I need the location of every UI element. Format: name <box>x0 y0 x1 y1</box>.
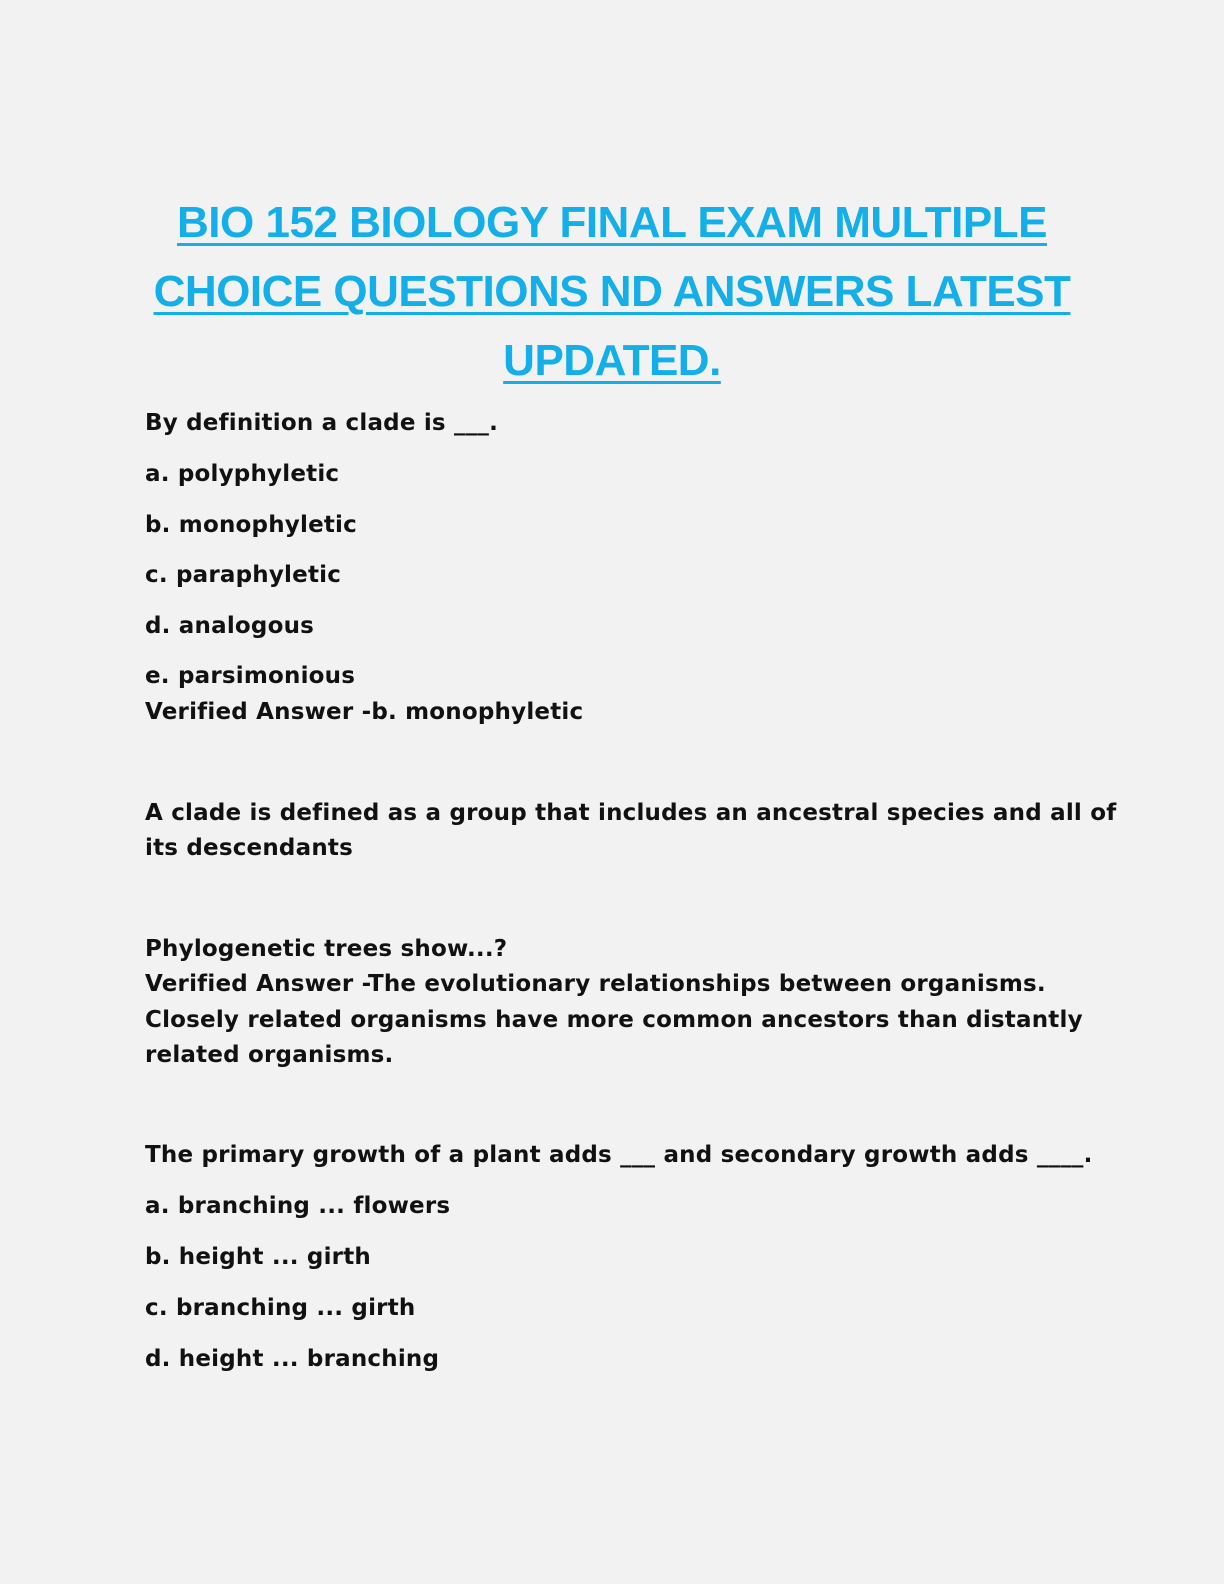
question-1-text: By definition a clade is ___. <box>145 410 499 436</box>
question-1-explanation-line-2: its descendants <box>145 835 353 861</box>
question-1-answer: Verified Answer -b. monophyletic <box>145 699 584 725</box>
question-3-option-a: a. branching ... flowers <box>145 1193 451 1219</box>
question-1-option-b: b. monophyletic <box>145 512 357 538</box>
question-1-explanation-line-1: A clade is defined as a group that includes an ancestral species and all of <box>145 800 1117 826</box>
question-1-option-d: d. analogous <box>145 613 315 639</box>
question-3-option-c: c. branching ... girth <box>145 1295 416 1321</box>
question-1-option-e: e. parsimonious <box>145 663 356 689</box>
question-3-option-d: d. height ... branching <box>145 1346 440 1372</box>
question-3-option-b: b. height ... girth <box>145 1244 371 1270</box>
question-2-answer-line-3: related organisms. <box>145 1042 394 1068</box>
question-3-text: The primary growth of a plant adds ___ and secondary growth adds ____. <box>145 1142 1093 1168</box>
question-1-option-a: a. polyphyletic <box>145 461 340 487</box>
document-title: BIO 152 BIOLOGY FINAL EXAM MULTIPLE CHOICE QUESTIONS ND ANSWERS LATEST UPDATED. <box>153 198 1071 385</box>
question-2-answer-line-1: Verified Answer -The evolutionary relationships between organisms. <box>145 971 1046 997</box>
question-1-option-c: c. paraphyletic <box>145 562 342 588</box>
question-2-answer-line-2: Closely related organisms have more common ancestors than distantly <box>145 1007 1083 1033</box>
question-2-text: Phylogenetic trees show...? <box>145 936 508 962</box>
